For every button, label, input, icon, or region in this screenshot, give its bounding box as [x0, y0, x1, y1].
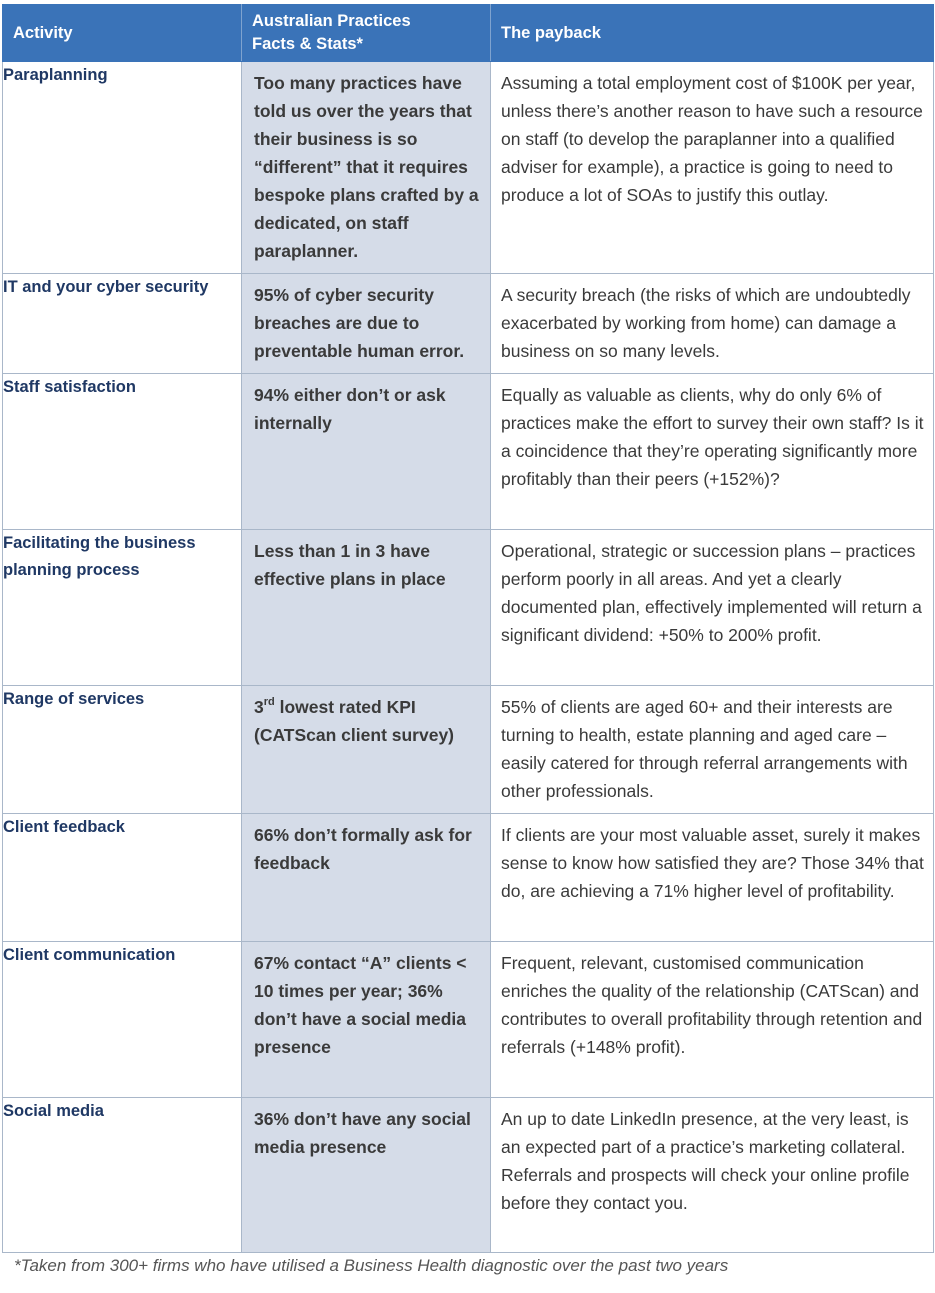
fact-text: 66% don’t formally ask for feedback	[254, 825, 472, 873]
fact-text	[242, 686, 490, 757]
activity-cell: Paraplanning	[3, 62, 242, 274]
fact-text: Less than 1 in 3 have effective plans in place	[254, 541, 446, 589]
table-row	[3, 1098, 934, 1253]
footnote: *Taken from 300+ firms who have utilised a Business Health diagnostic over the past two years	[14, 1256, 729, 1275]
fact-cell	[242, 374, 491, 530]
payback-cell	[491, 274, 934, 374]
payback-cell	[491, 530, 934, 686]
activity-cell: Range of services	[3, 686, 242, 814]
activity-cell: Client feedback	[3, 814, 242, 942]
payback-cell	[491, 942, 934, 1098]
fact-cell	[242, 814, 491, 942]
activity-cell: Staff satisfaction	[3, 374, 242, 530]
table-row	[3, 374, 934, 530]
fact-cell	[242, 942, 491, 1098]
fact-ordinal: 3	[254, 697, 264, 717]
payback-text: 55% of clients are aged 60+ and their interests are turning to health, estate planning and aged care – easily catered for through referral arrangements with other professionals.	[501, 697, 908, 801]
fact-text: Too many practices have told us over the years that their business is so “different” that it requires bespoke plans crafted by a dedicated, on staff paraplanner.	[254, 73, 479, 261]
header-activity: Activity	[3, 5, 242, 62]
header-facts-line1: Australian Practices	[252, 12, 411, 30]
payback-cell	[491, 374, 934, 530]
payback-text: Equally as valuable as clients, why do only 6% of practices make the effort to survey their own staff? Is it a coincidence that they’re operating significantly more profitably than their peers (+152%)?	[501, 385, 924, 489]
table-row	[3, 942, 934, 1098]
payback-text: If clients are your most valuable asset, surely it makes sense to know how satisfied they are? Those 34% that do, are achieving a 71% higher level of profitability.	[501, 825, 924, 901]
header-facts-line2: Facts & Stats*	[252, 35, 363, 53]
activity-cell: Social media	[3, 1098, 242, 1253]
fact-text: 95% of cyber security breaches are due to preventable human error.	[254, 285, 465, 361]
payback-text: A security breach (the risks of which are undoubtedly exacerbated by working from home) can damage a business on so many levels.	[501, 285, 911, 361]
header-row	[3, 5, 934, 62]
fact-text: 36% don’t have any social media presence	[254, 1109, 471, 1157]
header-facts-stats	[242, 5, 491, 62]
payback-text: Operational, strategic or succession plans – practices perform poorly in all areas. And yet a clearly documented plan, effectively implemented will return a significant dividend: +50% to 200% profit.	[501, 541, 922, 645]
payback-text: An up to date LinkedIn presence, at the very least, is an expected part of a practice’s marketing collateral. Referrals and prospects will check your online profile before they contact you.	[501, 1109, 910, 1213]
fact-cell	[242, 274, 491, 374]
facts-table	[2, 4, 934, 1253]
table-row	[3, 686, 934, 814]
fact-cell	[242, 1098, 491, 1253]
fact-cell	[242, 686, 491, 814]
activity-cell: Facilitating the business planning process	[3, 530, 242, 686]
table-row	[3, 814, 934, 942]
activity-cell: IT and your cyber security	[3, 274, 242, 374]
fact-text: 94% either don’t or ask internally	[254, 385, 446, 433]
fact-rest: lowest rated KPI (CATScan client survey)	[254, 697, 455, 745]
header-payback: The payback	[491, 5, 934, 62]
payback-cell	[491, 62, 934, 274]
payback-cell	[491, 814, 934, 942]
fact-cell	[242, 62, 491, 274]
table-row	[3, 274, 934, 374]
fact-cell	[242, 530, 491, 686]
fact-text: 67% contact “A” clients < 10 times per year; 36% don’t have a social media presence	[254, 953, 467, 1057]
table-row	[3, 62, 934, 274]
payback-text: Assuming a total employment cost of $100K per year, unless there’s another reason to have such a resource on staff (to develop the paraplanner into a qualified adviser for example), a practice is going to need to produce a lot of SOAs to justify this outlay.	[501, 73, 923, 205]
payback-cell	[491, 1098, 934, 1253]
activity-cell: Client communication	[3, 942, 242, 1098]
payback-text: Frequent, relevant, customised communication enriches the quality of the relationship (CATScan) and contributes to overall profitability through retention and referrals (+148% profit).	[501, 953, 923, 1057]
fact-ordinal-suffix: rd	[263, 696, 275, 709]
table-row	[3, 530, 934, 686]
payback-cell	[491, 686, 934, 814]
